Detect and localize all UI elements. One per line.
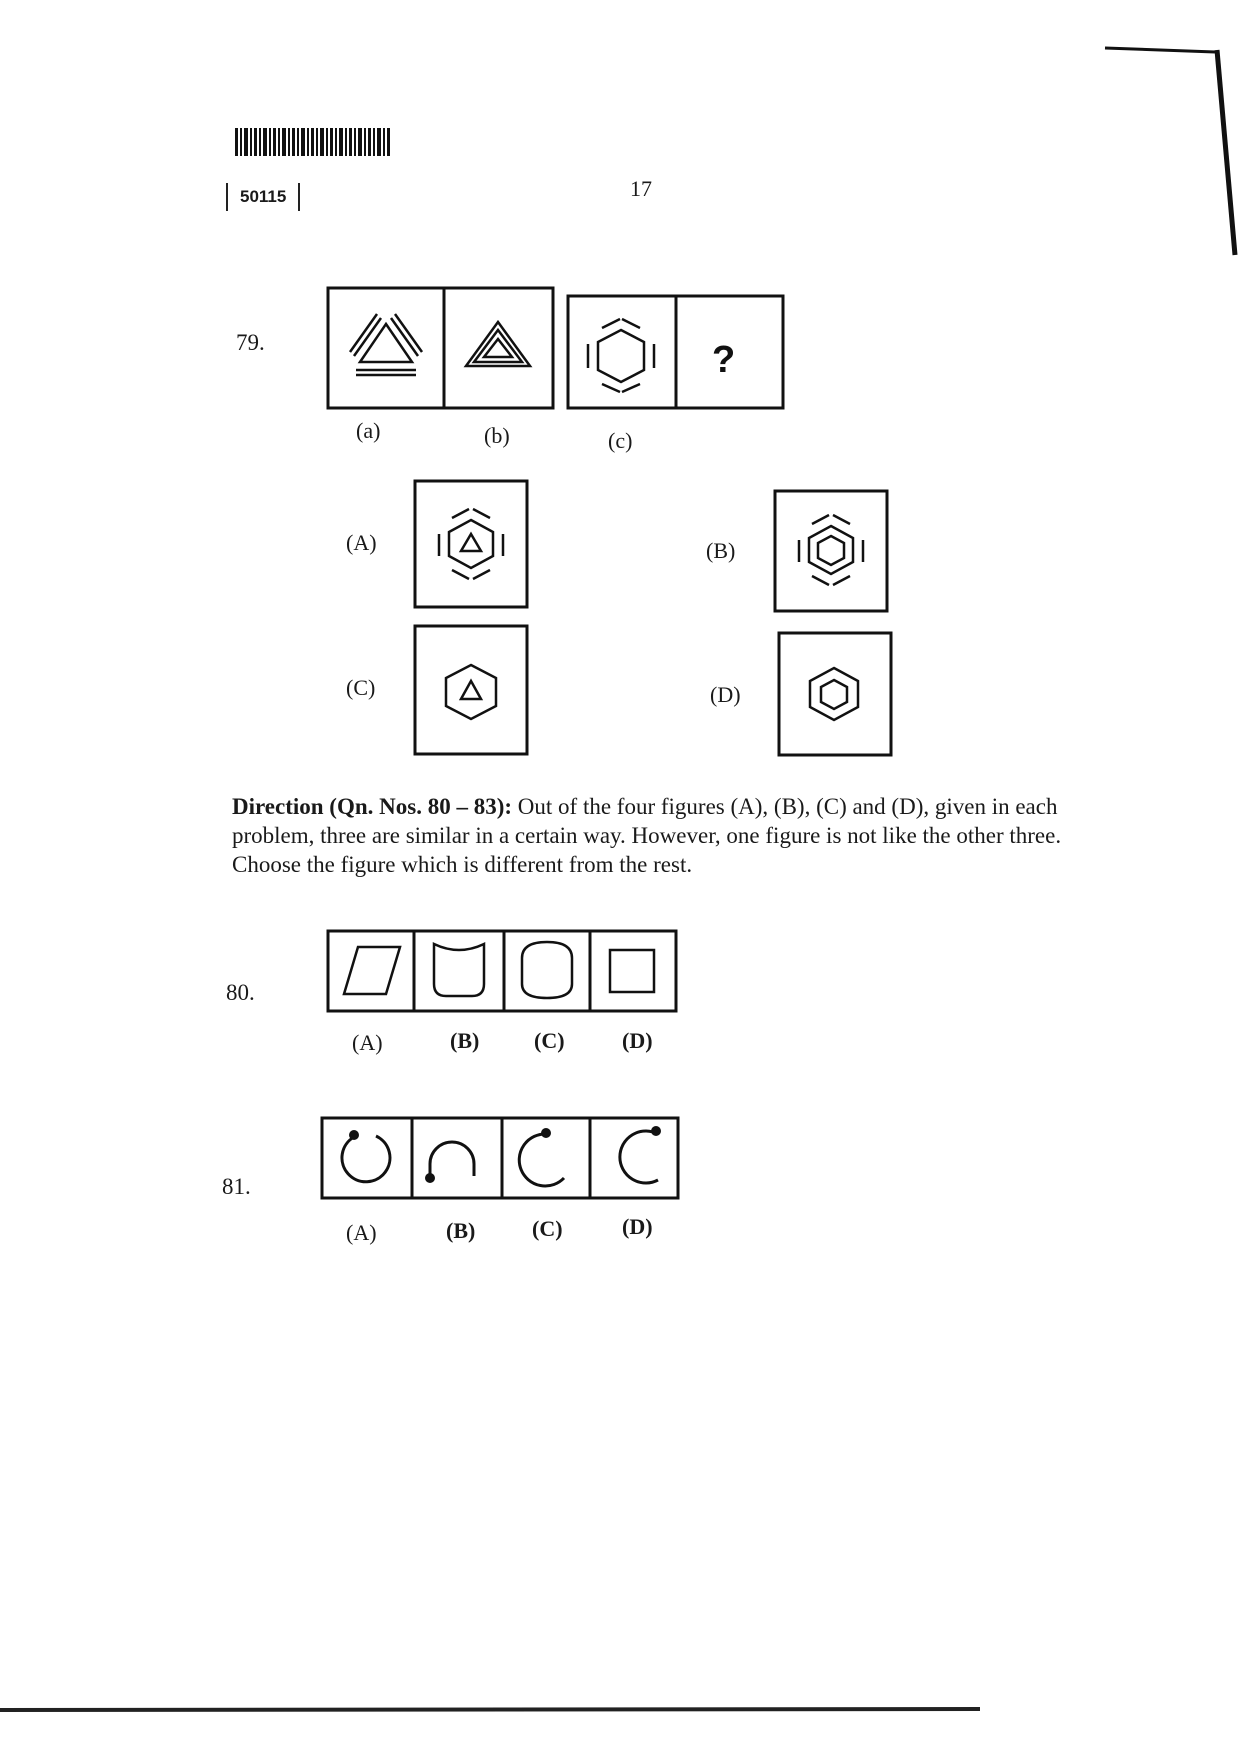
- q80-option-d-shape: [610, 950, 654, 992]
- q79-option-label-b: (B): [706, 538, 736, 563]
- q81-option-a-arc: [342, 1136, 390, 1182]
- q81-option-label-d: (D): [622, 1214, 653, 1239]
- q81-option-label-b: (B): [446, 1218, 476, 1243]
- q79-option-label-a: (A): [346, 530, 377, 555]
- q80-option-label-a: (A): [352, 1030, 383, 1055]
- direction-body: Out of the four figures (A), (B), (C) and (D), given in each problem, three are similar in a certain way. However, one figure is not like the other three. Choose the figure which is different from the rest.: [232, 794, 1062, 877]
- q81-option-label-a: (A): [346, 1220, 377, 1245]
- q79-fig-c: [588, 319, 654, 392]
- q81-option-b-arc: [430, 1142, 474, 1178]
- question-79-number: 79.: [236, 330, 265, 355]
- q79-label-c: (c): [608, 428, 633, 453]
- q79-option-c-figure[interactable]: [412, 623, 532, 759]
- q81-option-d-arc: [620, 1131, 658, 1183]
- q81-figure-row: [318, 1104, 684, 1214]
- q79-missing-mark: ?: [712, 339, 736, 381]
- q80-figure-row: [326, 926, 680, 1016]
- q79-label-b: (b): [484, 423, 510, 448]
- q81-option-label-c: (C): [532, 1216, 563, 1241]
- q79-option-d-figure[interactable]: [776, 630, 896, 760]
- q79-option-label-d: (D): [710, 682, 741, 707]
- q79-fig-a: [350, 314, 422, 375]
- q79-label-a: (a): [356, 418, 381, 443]
- direction-lead: Direction (Qn. Nos. 80 – 83):: [232, 794, 513, 819]
- q79-fig-b: [466, 322, 530, 366]
- question-80-number: 80.: [226, 980, 255, 1005]
- scan-edge-mark: [1105, 40, 1241, 260]
- scan-bottom-line: [0, 1700, 1241, 1720]
- barcode: [235, 128, 395, 156]
- q79-option-b-figure[interactable]: [772, 488, 892, 616]
- q80-option-c-shape: [522, 942, 572, 998]
- q79-option-a-figure[interactable]: [412, 478, 532, 612]
- page-number: 17: [630, 176, 652, 201]
- question-81-number: 81.: [222, 1174, 251, 1199]
- q80-option-label-b: (B): [450, 1028, 480, 1053]
- q80-option-a-shape: [344, 947, 400, 994]
- q79-question-series: [326, 284, 786, 424]
- booklet-code: 50115: [226, 183, 300, 211]
- q80-option-label-d: (D): [622, 1028, 653, 1053]
- q81-option-c-arc: [519, 1134, 564, 1186]
- direction-text: [232, 792, 1072, 879]
- q80-option-label-c: (C): [534, 1028, 565, 1053]
- q79-option-label-c: (C): [346, 675, 376, 700]
- q80-option-b-shape: [434, 944, 484, 996]
